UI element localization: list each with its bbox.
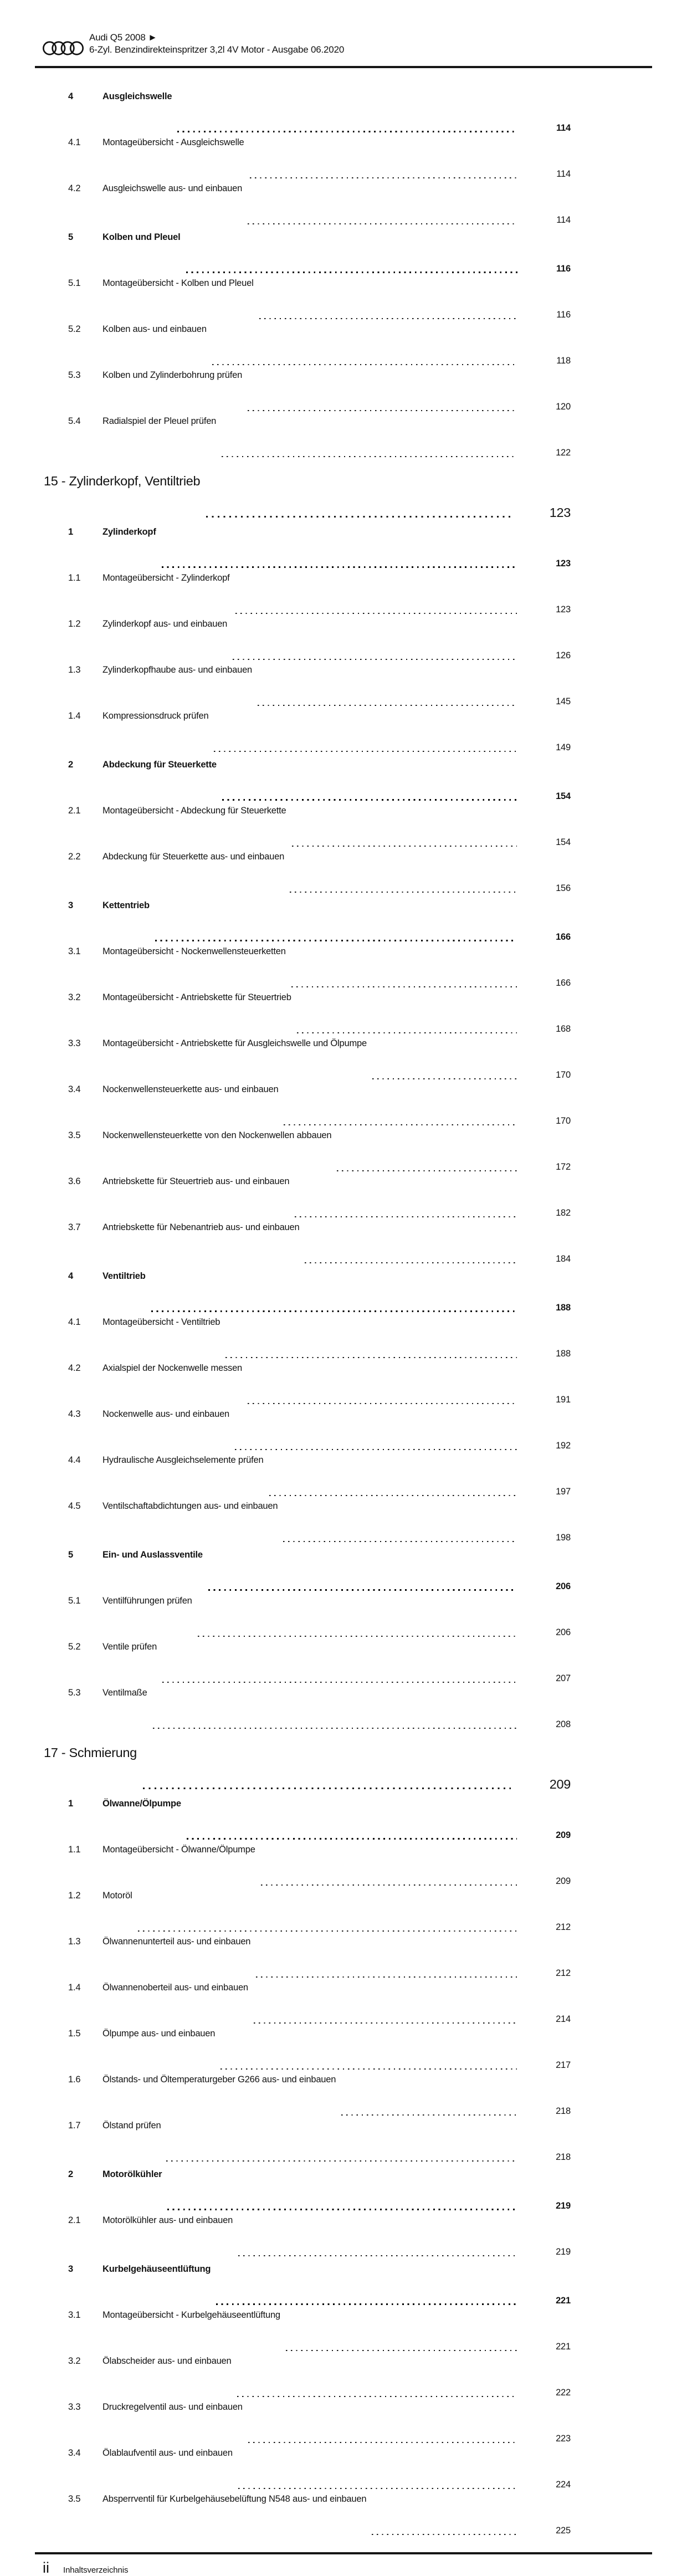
toc-entry-row[interactable]: [35, 1453, 606, 1499]
toc-entry-row[interactable]: [35, 1082, 606, 1128]
toc-entry-number: 3.3: [68, 2402, 81, 2412]
toc-entry-row[interactable]: [35, 944, 606, 990]
dot-leader: [166, 2160, 517, 2162]
toc-entry-page: 154: [556, 837, 571, 847]
dot-leader: [225, 1357, 517, 1358]
dot-leader: [214, 751, 517, 752]
dot-leader: [138, 1930, 517, 1932]
dot-leader: [177, 131, 517, 132]
toc-entry-row[interactable]: [35, 322, 606, 368]
toc-chapter-title: 15 - Zylinderkopf, Ventiltrieb: [44, 474, 201, 488]
toc-entry-title: Kolben und Pleuel: [102, 232, 181, 242]
toc-entry-number: 5.2: [68, 324, 81, 334]
toc-entry-title: Montageübersicht - Antriebskette für Ausgleichswelle und Ölpumpe: [102, 1038, 367, 1048]
dot-leader: [290, 892, 517, 893]
dot-leader: [258, 705, 517, 706]
toc-entry-page: 219: [556, 2201, 571, 2211]
dot-leader: [292, 846, 517, 847]
toc-entry-page: 126: [556, 651, 571, 660]
toc-entry-number: 5.3: [68, 370, 81, 380]
document-title-line1: Audi Q5 2008 ►: [89, 32, 157, 43]
toc-entry-page: 114: [556, 215, 571, 225]
toc-entry-number: 3.2: [68, 2356, 81, 2366]
toc-entry-page: 168: [556, 1024, 571, 1034]
toc-entry-number: 3.5: [68, 2494, 81, 2504]
toc-entry-title: Montageübersicht - Antriebskette für Steuertrieb: [102, 992, 291, 1002]
toc-entry-row[interactable]: [35, 2400, 606, 2446]
toc-entry-title: Montageübersicht - Abdeckung für Steuerkette: [102, 806, 286, 816]
toc-entry-row[interactable]: [35, 849, 606, 895]
toc-entry-row[interactable]: [35, 414, 606, 460]
document-title: [89, 32, 344, 56]
toc-entry-page: 182: [556, 1208, 571, 1218]
dot-leader: [216, 2303, 517, 2305]
dot-leader: [167, 2209, 517, 2210]
dot-leader: [238, 2488, 517, 2489]
toc-entry-title: Ölstands- und Öltemperaturgeber G266 aus- und einbauen: [102, 2075, 336, 2085]
toc-entry-page: 212: [556, 1922, 571, 1932]
toc-entry-page: 149: [556, 742, 571, 752]
dot-leader: [221, 2068, 517, 2070]
toc-entry-row[interactable]: [35, 1888, 606, 1934]
toc-entry-page: 156: [556, 883, 571, 893]
toc-entry-number: 5.2: [68, 1642, 81, 1652]
toc-entry-title: Radialspiel der Pleuel prüfen: [102, 416, 217, 426]
toc-entry-title: Ölwannenunterteil aus- und einbauen: [102, 1937, 251, 1947]
toc-entry-title: Abdeckung für Steuerkette: [102, 760, 217, 770]
toc-entry-row[interactable]: [35, 1980, 606, 2026]
toc-entry-page: 188: [556, 1303, 571, 1313]
toc: [35, 89, 652, 2538]
toc-entry-page: 166: [556, 932, 571, 942]
toc-entry-number: 1.3: [68, 665, 81, 675]
dot-leader: [153, 1728, 517, 1729]
toc-entry-number: 1.2: [68, 1891, 81, 1901]
toc-entry-number: 4.1: [68, 137, 81, 147]
dot-leader: [250, 177, 518, 178]
toc-entry-row[interactable]: [35, 1686, 606, 1732]
dot-leader: [269, 1495, 517, 1496]
toc-entry-title: Ölwanne/Ölpumpe: [102, 1799, 181, 1809]
toc-entry-title: Motorölkühler aus- und einbauen: [102, 2215, 233, 2225]
toc-entry-title: Ölpumpe aus- und einbauen: [102, 2029, 216, 2039]
toc-entry-number: 1.6: [68, 2075, 81, 2085]
toc-entry-row[interactable]: [35, 1220, 606, 1266]
toc-entry-row[interactable]: [35, 368, 606, 414]
toc-entry-number: 3.1: [68, 946, 81, 956]
dot-leader: [238, 2255, 517, 2256]
toc-entry-row[interactable]: [35, 1934, 606, 1980]
toc-entry-row[interactable]: [35, 1174, 606, 1220]
toc-entry-number: 2: [68, 760, 73, 770]
toc-entry-number: 5: [68, 232, 73, 242]
toc-entry-title: Zylinderkopf: [102, 527, 156, 537]
toc-entry-row[interactable]: [35, 230, 606, 276]
toc-entry-number: 4: [68, 91, 73, 101]
toc-entry-number: 3: [68, 2264, 73, 2274]
dot-leader: [208, 1589, 517, 1591]
toc-entry-title: Ölstand prüfen: [102, 2121, 161, 2131]
toc-entry-title: Ausgleichswelle aus- und einbauen: [102, 183, 243, 193]
dot-leader: [372, 2534, 517, 2535]
toc-entry-title: Nockenwellensteuerkette aus- und einbauen: [102, 1084, 279, 1094]
toc-entry-title: Montageübersicht - Kurbelgehäuseentlüftung: [102, 2310, 280, 2320]
dot-leader: [162, 566, 517, 568]
toc-entry-title: Kettentrieb: [102, 900, 150, 910]
toc-entry-row[interactable]: [35, 1548, 606, 1594]
toc-entry-number: 1.1: [68, 1845, 81, 1855]
toc-entry-number: 3.1: [68, 2310, 81, 2320]
toc-entry-row[interactable]: [35, 1361, 606, 1407]
dot-leader: [143, 1788, 511, 1789]
toc-entry-page: 116: [556, 264, 571, 274]
toc-entry-page: 222: [556, 2388, 571, 2398]
toc-entry-number: 1.1: [68, 573, 81, 583]
toc-entry-page: 116: [556, 310, 571, 320]
dot-leader: [233, 659, 517, 660]
toc-entry-title: Ausgleichswelle: [102, 91, 172, 101]
toc-entry-row[interactable]: [35, 1594, 606, 1640]
toc-entry-number: 5: [68, 1550, 73, 1560]
toc-entry-page: 209: [556, 1830, 571, 1840]
toc-entry-title: Absperrventil für Kurbelgehäusebelüftung N548 aus- und einbauen: [102, 2494, 367, 2504]
dot-leader: [372, 1078, 517, 1079]
dot-leader: [198, 1636, 517, 1637]
toc-entry-row[interactable]: [35, 2072, 606, 2118]
toc-entry-title: Ventile prüfen: [102, 1642, 157, 1652]
toc-entry-number: 1: [68, 527, 73, 537]
toc-entry-row[interactable]: [35, 803, 606, 849]
toc-entry-number: 1.3: [68, 1937, 81, 1947]
dot-leader: [206, 516, 510, 518]
toc-entry-title: Abdeckung für Steuerkette aus- und einbauen: [102, 852, 285, 862]
dot-leader: [237, 2396, 517, 2397]
toc-entry-number: 2.1: [68, 806, 81, 816]
toc-entry-row[interactable]: [35, 135, 606, 181]
toc-entry-title: Axialspiel der Nockenwelle messen: [102, 1363, 243, 1373]
toc-entry-number: 2.1: [68, 2215, 81, 2225]
toc-entry-title: Motoröl: [102, 1891, 132, 1901]
toc-entry-title: Montageübersicht - Ausgleichswelle: [102, 137, 244, 147]
dot-leader: [297, 1032, 517, 1033]
toc-entry-row[interactable]: [35, 2492, 606, 2538]
toc-entry-title: Montageübersicht - Zylinderkopf: [102, 573, 230, 583]
toc-entry-title: Ölabscheider aus- und einbauen: [102, 2356, 232, 2366]
dot-leader: [222, 456, 517, 457]
dot-leader: [186, 272, 517, 273]
toc-entry-row[interactable]: [35, 89, 606, 135]
toc-entry-title: Ventilschaftabdichtungen aus- und einbauen: [102, 1501, 278, 1511]
toc-entry-row[interactable]: [35, 898, 606, 944]
toc-entry-title: Ventilführungen prüfen: [102, 1596, 192, 1606]
toc-entry-page: 188: [556, 1349, 571, 1359]
toc-entry-row[interactable]: [35, 1128, 606, 1174]
toc-entry-title: Motorölkühler: [102, 2169, 162, 2179]
header-rule: [35, 66, 652, 68]
toc-entry-number: 1.4: [68, 1983, 81, 1993]
toc-entry-page: 145: [556, 697, 571, 706]
toc-entry-number: 1: [68, 1799, 73, 1809]
toc-entry-row[interactable]: [35, 2213, 606, 2259]
toc-entry-title: Kolben aus- und einbauen: [102, 324, 207, 334]
toc-entry-row[interactable]: [35, 1499, 606, 1545]
toc-entry-row[interactable]: [35, 525, 606, 571]
dot-leader: [155, 940, 517, 941]
toc-entry-page: 206: [556, 1581, 571, 1591]
toc-entry-page: 209: [556, 1876, 571, 1886]
toc-entry-row[interactable]: [35, 1036, 606, 1082]
toc-entry-title: Zylinderkopfhaube aus- und einbauen: [102, 665, 253, 675]
toc-entry-page: 170: [556, 1070, 571, 1080]
dot-leader: [235, 613, 517, 614]
toc-entry-number: 2.2: [68, 852, 81, 862]
toc-entry-number: 1.2: [68, 619, 81, 629]
toc-entry-number: 4.4: [68, 1455, 81, 1465]
toc-entry-number: 3.4: [68, 2448, 81, 2458]
toc-entry-title: Hydraulische Ausgleichselemente prüfen: [102, 1455, 264, 1465]
dot-leader: [235, 1449, 517, 1450]
dot-leader: [261, 1884, 517, 1886]
toc-entry-page: 120: [556, 402, 571, 412]
toc-entry-page: 224: [556, 2480, 571, 2490]
toc-entry-number: 1.7: [68, 2121, 81, 2131]
toc-entry-page: 122: [556, 448, 571, 458]
toc-entry-row[interactable]: [35, 2026, 606, 2072]
dot-leader: [256, 1976, 517, 1978]
toc-entry-title: Nockenwelle aus- und einbauen: [102, 1409, 230, 1419]
toc-entry-number: 4.1: [68, 1317, 81, 1327]
dot-leader: [286, 2350, 517, 2351]
toc-entry-row[interactable]: [35, 1640, 606, 1686]
dot-leader: [248, 2442, 517, 2443]
toc-entry-title: Kurbelgehäuseentlüftung: [102, 2264, 211, 2274]
toc-entry-page: 207: [556, 1673, 571, 1683]
toc-entry-number: 3.4: [68, 1084, 81, 1094]
toc-entry-number: 4.2: [68, 183, 81, 193]
toc-entry-page: 192: [556, 1441, 571, 1451]
toc-entry-number: 5.4: [68, 416, 81, 426]
toc-entry-row[interactable]: [35, 1315, 606, 1361]
toc-entry-page: 114: [556, 123, 571, 133]
toc-entry-title: Nockenwellensteuerkette von den Nockenwellen abbauen: [102, 1130, 332, 1140]
toc-entry-row[interactable]: [35, 663, 606, 709]
toc-entry-page: 191: [556, 1395, 571, 1405]
toc-entry-title: Druckregelventil aus- und einbauen: [102, 2402, 243, 2412]
dot-leader: [259, 318, 518, 319]
page-header: [35, 32, 652, 57]
toc-entry-page: 123: [556, 605, 571, 614]
dot-leader: [305, 1262, 517, 1263]
toc-entry-page: 154: [556, 791, 571, 801]
toc-entry-row[interactable]: [35, 1842, 606, 1888]
toc-entry-row[interactable]: [35, 2354, 606, 2400]
dot-leader: [187, 1838, 517, 1840]
dot-leader: [341, 2114, 517, 2116]
toc-entry-page: 225: [556, 2526, 571, 2536]
toc-entry-page: 206: [556, 1627, 571, 1637]
toc-entry-row[interactable]: [35, 571, 606, 617]
toc-entry-page: 217: [556, 2060, 571, 2070]
dot-leader: [151, 1310, 517, 1312]
dot-leader: [248, 223, 517, 224]
toc-entry-page: 172: [556, 1162, 571, 1172]
toc-entry-row[interactable]: [35, 757, 606, 803]
toc-entry-row[interactable]: [35, 709, 606, 755]
toc-chapter-row[interactable]: [44, 472, 606, 521]
toc-entry-title: Montageübersicht - Ventiltrieb: [102, 1317, 221, 1327]
dot-leader: [248, 1403, 517, 1404]
toc-entry-page: 221: [556, 2342, 571, 2352]
toc-entry-page: 166: [556, 978, 571, 988]
toc-entry-title: Kolben und Zylinderbohrung prüfen: [102, 370, 243, 380]
toc-entry-number: 4: [68, 1271, 73, 1281]
toc-entry-title: Ventilmaße: [102, 1688, 147, 1698]
toc-entry-row[interactable]: [35, 2262, 606, 2308]
toc-entry-row[interactable]: [35, 2167, 606, 2213]
toc-entry-row[interactable]: [35, 617, 606, 663]
document-title-line2: 6-Zyl. Benzindirekteinspritzer 3,2l 4V Motor - Ausgabe 06.2020: [89, 44, 345, 55]
toc-entry-page: 223: [556, 2434, 571, 2444]
toc-chapter-row[interactable]: [44, 1744, 606, 1793]
toc-entry-row[interactable]: [35, 990, 606, 1036]
toc-entry-page: 218: [556, 2152, 571, 2162]
dot-leader: [248, 410, 517, 411]
toc-entry-number: 5.1: [68, 1596, 81, 1606]
toc-entry-row[interactable]: [35, 2308, 606, 2354]
toc-entry-number: 5.1: [68, 278, 81, 288]
toc-entry-title: Ölwannenoberteil aus- und einbauen: [102, 1983, 248, 1993]
toc-entry-number: 1.4: [68, 711, 81, 721]
toc-entry-number: 3.7: [68, 1222, 81, 1232]
toc-entry-number: 3.3: [68, 1038, 81, 1048]
toc-entry-number: 4.3: [68, 1409, 81, 1419]
toc-entry-number: 4.2: [68, 1363, 81, 1373]
page-footer: [43, 2559, 652, 2576]
toc-entry-page: 219: [556, 2247, 571, 2257]
toc-entry-title: Montageübersicht - Nockenwellensteuerketten: [102, 946, 286, 956]
toc-entry-number: 1.5: [68, 2029, 81, 2039]
dot-leader: [337, 1170, 517, 1171]
toc-entry-row[interactable]: [35, 1269, 606, 1315]
toc-entry-row[interactable]: [35, 181, 606, 227]
toc-entry-row[interactable]: [35, 1407, 606, 1453]
dot-leader: [222, 799, 517, 801]
toc-entry-title: Ein- und Auslassventile: [102, 1550, 203, 1560]
footer-page-number: ii: [43, 2559, 49, 2576]
toc-entry-title: Antriebskette für Steuertrieb aus- und einbauen: [102, 1176, 290, 1186]
toc-entry-page: 208: [556, 1719, 571, 1729]
toc-entry-number: 3.5: [68, 1130, 81, 1140]
dot-leader: [295, 1216, 517, 1217]
toc-entry-row[interactable]: [35, 1796, 606, 1842]
toc-entry-number: 3.2: [68, 992, 81, 1002]
toc-entry-page: 212: [556, 1968, 571, 1978]
dot-leader: [212, 364, 517, 365]
audi-rings-icon: [42, 40, 84, 57]
toc-entry-page: 184: [556, 1254, 571, 1264]
toc-entry-title: Zylinderkopf aus- und einbauen: [102, 619, 228, 629]
toc-entry-page: 123: [556, 559, 571, 569]
toc-entry-page: 198: [556, 1533, 571, 1543]
toc-entry-row[interactable]: [35, 2446, 606, 2492]
toc-entry-page: 197: [556, 1487, 571, 1497]
toc-entry-number: 2: [68, 2169, 73, 2179]
toc-entry-page: 218: [556, 2106, 571, 2116]
toc-entry-row[interactable]: [35, 2118, 606, 2164]
toc-entry-number: 5.3: [68, 1688, 81, 1698]
toc-entry-page: 221: [556, 2296, 571, 2306]
toc-entry-title: Kompressionsdruck prüfen: [102, 711, 209, 721]
toc-entry-number: 3.6: [68, 1176, 81, 1186]
toc-entry-page: 114: [556, 169, 571, 179]
toc-entry-title: Montageübersicht - Kolben und Pleuel: [102, 278, 254, 288]
footer-section-label: Inhaltsverzeichnis: [63, 2565, 129, 2575]
toc-entry-title: Ölablaufventil aus- und einbauen: [102, 2448, 233, 2458]
toc-entry-page: 170: [556, 1116, 571, 1126]
toc-entry-number: 4.5: [68, 1501, 81, 1511]
toc-entry-page: 214: [556, 2014, 571, 2024]
dot-leader: [291, 986, 517, 987]
toc-entry-title: Antriebskette für Nebenantrieb aus- und einbauen: [102, 1222, 300, 1232]
toc-entry-row[interactable]: [35, 276, 606, 322]
dot-leader: [162, 1682, 517, 1683]
dot-leader: [284, 1124, 517, 1125]
toc-entry-title: Ventiltrieb: [102, 1271, 146, 1281]
toc-entry-number: 3: [68, 900, 73, 910]
dot-leader: [283, 1541, 517, 1542]
toc-chapter-page: 209: [549, 1777, 571, 1791]
toc-entry-title: Montageübersicht - Ölwanne/Ölpumpe: [102, 1845, 255, 1855]
toc-chapter-page: 123: [549, 505, 571, 520]
toc-chapter-title: 17 - Schmierung: [44, 1745, 137, 1760]
toc-entry-page: 118: [556, 356, 571, 366]
footer-rule: [35, 2552, 652, 2554]
dot-leader: [254, 2022, 517, 2024]
